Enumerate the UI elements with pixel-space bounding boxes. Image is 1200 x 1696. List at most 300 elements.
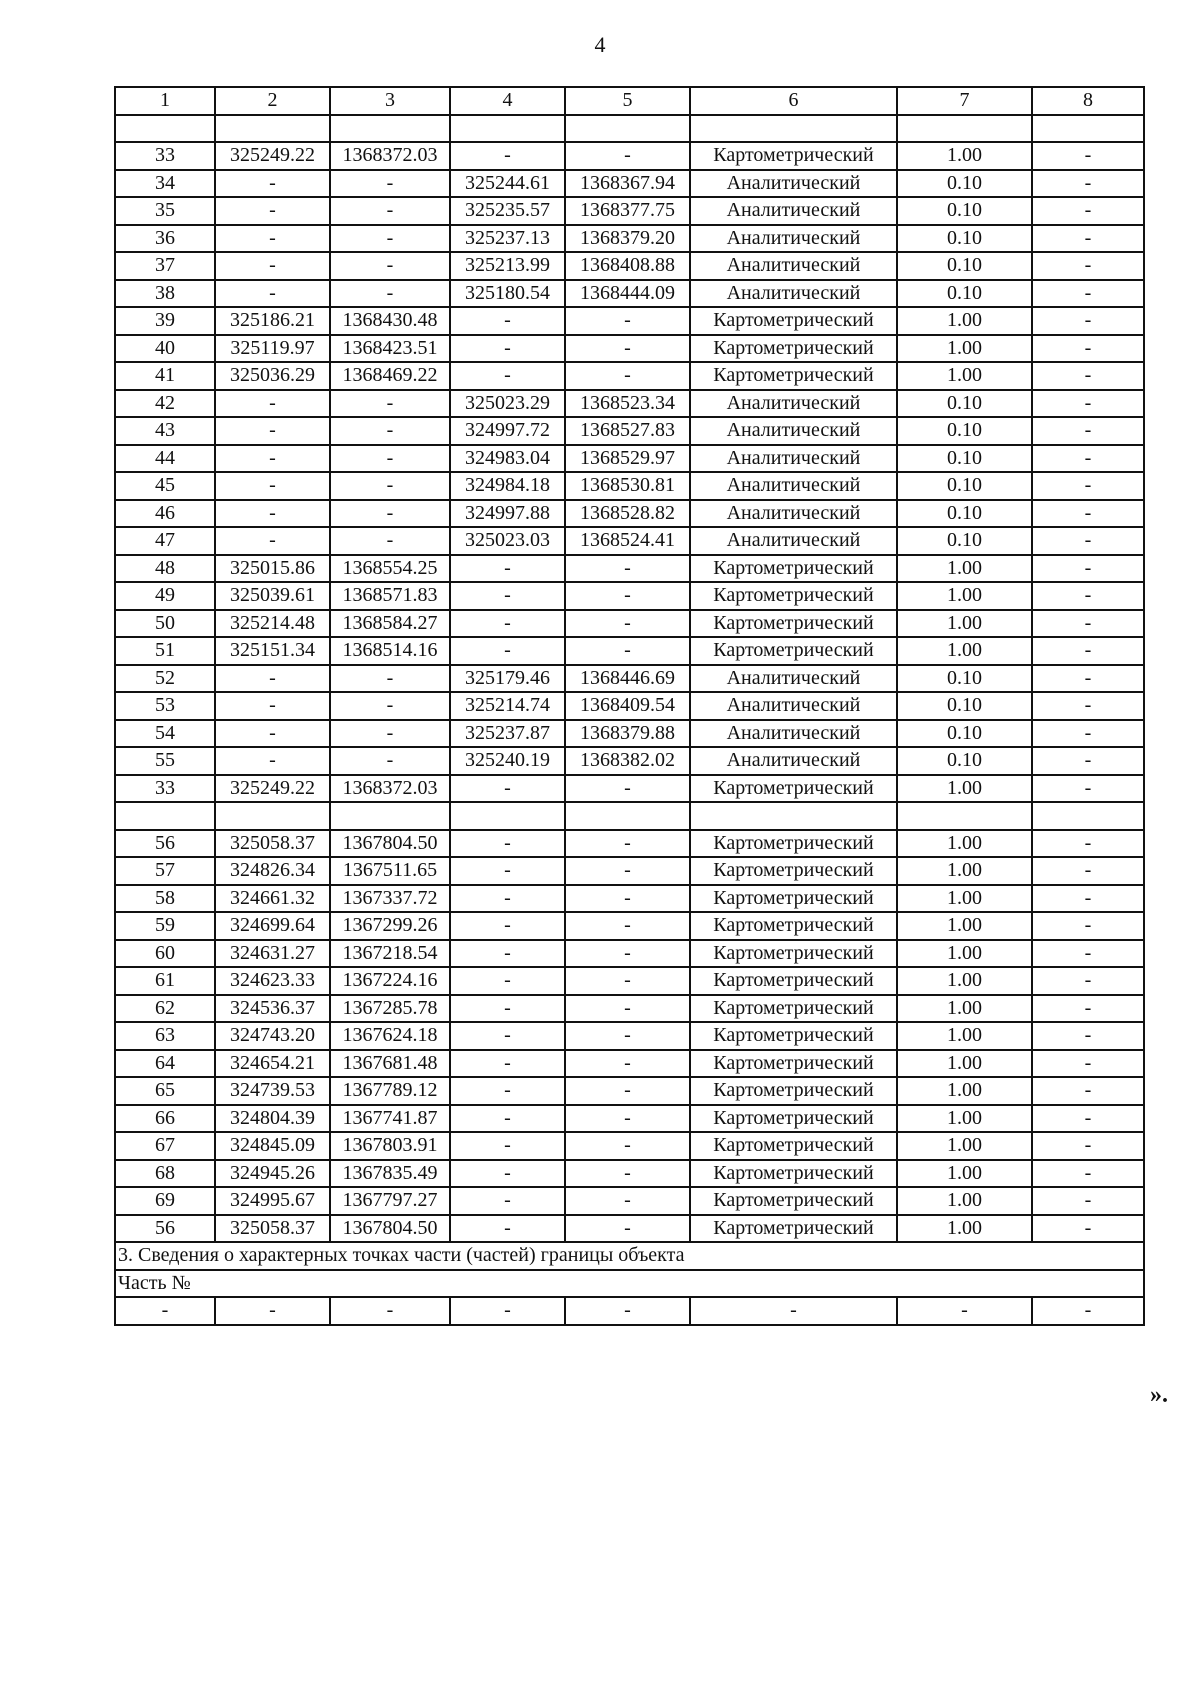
header-cell: 7 <box>897 87 1032 115</box>
table-cell: - <box>215 390 330 418</box>
table-cell: Аналитический <box>690 527 897 555</box>
table-cell: 324997.88 <box>450 500 565 528</box>
table-cell: 1.00 <box>897 1077 1032 1105</box>
table-cell: 1367797.27 <box>330 1187 450 1215</box>
table-cell: 1368554.25 <box>330 555 450 583</box>
table-cell: 65 <box>115 1077 215 1105</box>
table-cell: Картометрический <box>690 1187 897 1215</box>
table-cell: - <box>1032 142 1144 170</box>
table-cell: 1368469.22 <box>330 362 450 390</box>
table-cell: 1.00 <box>897 857 1032 885</box>
table-cell: 63 <box>115 1022 215 1050</box>
table-cell: 1368528.82 <box>565 500 690 528</box>
table-cell: - <box>565 940 690 968</box>
table-cell: 58 <box>115 885 215 913</box>
table-cell: 0.10 <box>897 225 1032 253</box>
table-cell: - <box>215 527 330 555</box>
table-cell: Картометрический <box>690 885 897 913</box>
table-cell: 1.00 <box>897 362 1032 390</box>
table-cell: 36 <box>115 225 215 253</box>
table-cell: - <box>1032 747 1144 775</box>
table-cell: 40 <box>115 335 215 363</box>
table-cell: 67 <box>115 1132 215 1160</box>
table-cell: 61 <box>115 967 215 995</box>
table-cell: 1368372.03 <box>330 775 450 803</box>
table-row <box>115 280 1144 308</box>
table-row <box>115 142 1144 170</box>
table-cell: Картометрический <box>690 307 897 335</box>
part-number-label: Часть № <box>115 1270 1144 1298</box>
table-cell: 324654.21 <box>215 1050 330 1078</box>
table-cell: - <box>450 857 565 885</box>
table-cell: 0.10 <box>897 665 1032 693</box>
table-cell: - <box>450 967 565 995</box>
table-cell: - <box>450 142 565 170</box>
table-cell: 1367624.18 <box>330 1022 450 1050</box>
table-cell: 1.00 <box>897 582 1032 610</box>
table-row <box>115 335 1144 363</box>
table-cell: 325058.37 <box>215 1215 330 1243</box>
table-cell: 324661.32 <box>215 885 330 913</box>
table-cell: 325023.29 <box>450 390 565 418</box>
table-row <box>115 582 1144 610</box>
header-cell: 8 <box>1032 87 1144 115</box>
table-cell: - <box>215 252 330 280</box>
table-cell: - <box>565 1077 690 1105</box>
table-cell: 1.00 <box>897 637 1032 665</box>
table-row <box>115 1160 1144 1188</box>
table-cell: 1368514.16 <box>330 637 450 665</box>
table-cell: Аналитический <box>690 417 897 445</box>
table-cell: Аналитический <box>690 692 897 720</box>
table-cell: - <box>330 500 450 528</box>
table-cell: 325214.48 <box>215 610 330 638</box>
table-cell: 1368377.75 <box>565 197 690 225</box>
table-cell: 0.10 <box>897 252 1032 280</box>
table-row <box>115 775 1144 803</box>
table-cell: 56 <box>115 1215 215 1243</box>
table-row <box>115 1132 1144 1160</box>
table-cell: 44 <box>115 445 215 473</box>
table-cell: 1368446.69 <box>565 665 690 693</box>
table-cell: Картометрический <box>690 362 897 390</box>
table-row <box>115 1215 1144 1243</box>
table-cell: - <box>565 1187 690 1215</box>
table-cell: 1368423.51 <box>330 335 450 363</box>
table-cell: 1368409.54 <box>565 692 690 720</box>
table-row <box>115 417 1144 445</box>
table-cell: 1367337.72 <box>330 885 450 913</box>
table-row <box>115 1022 1144 1050</box>
table-cell: - <box>1032 307 1144 335</box>
table-cell: 0.10 <box>897 390 1032 418</box>
table-cell: - <box>330 445 450 473</box>
table-cell: - <box>565 1297 690 1325</box>
table-cell: Аналитический <box>690 665 897 693</box>
table-cell: 62 <box>115 995 215 1023</box>
table-cell <box>450 115 565 143</box>
table-cell: - <box>215 225 330 253</box>
table-cell: - <box>1032 1132 1144 1160</box>
table-cell: 42 <box>115 390 215 418</box>
table-cell: 324945.26 <box>215 1160 330 1188</box>
table-cell: Аналитический <box>690 280 897 308</box>
table-cell: 1.00 <box>897 142 1032 170</box>
table-cell: Аналитический <box>690 170 897 198</box>
table-cell: - <box>450 830 565 858</box>
table-row <box>115 802 1144 830</box>
table-cell: 325036.29 <box>215 362 330 390</box>
table-cell: 1.00 <box>897 995 1032 1023</box>
table-cell: - <box>1032 637 1144 665</box>
table-cell <box>565 115 690 143</box>
table-cell: 1367511.65 <box>330 857 450 885</box>
table-cell: 47 <box>115 527 215 555</box>
table-cell: - <box>1032 390 1144 418</box>
table-cell: 1.00 <box>897 1215 1032 1243</box>
table-cell: Картометрический <box>690 967 897 995</box>
table-cell: - <box>1032 582 1144 610</box>
table-cell: 0.10 <box>897 280 1032 308</box>
table-cell: 0.10 <box>897 197 1032 225</box>
table-cell: 52 <box>115 665 215 693</box>
table-cell: - <box>330 527 450 555</box>
part-number-row <box>115 1270 1144 1298</box>
table-cell: 66 <box>115 1105 215 1133</box>
table-cell: - <box>1032 280 1144 308</box>
table-cell: 1.00 <box>897 912 1032 940</box>
table-cell: - <box>565 830 690 858</box>
table-cell: - <box>1032 445 1144 473</box>
table-cell: Картометрический <box>690 940 897 968</box>
table-cell: - <box>215 197 330 225</box>
table-cell: 324995.67 <box>215 1187 330 1215</box>
table-cell: - <box>1032 610 1144 638</box>
table-cell: - <box>1032 665 1144 693</box>
table-cell <box>115 115 215 143</box>
table-cell: 34 <box>115 170 215 198</box>
table-cell: 0.10 <box>897 472 1032 500</box>
table-cell: Аналитический <box>690 390 897 418</box>
table-cell: - <box>1032 527 1144 555</box>
table-cell: - <box>215 500 330 528</box>
table-cell: - <box>1032 967 1144 995</box>
table-cell: - <box>450 1187 565 1215</box>
table-cell: - <box>565 142 690 170</box>
table-cell: - <box>565 912 690 940</box>
table-cell: 324804.39 <box>215 1105 330 1133</box>
table-cell: 324997.72 <box>450 417 565 445</box>
table-cell: 56 <box>115 830 215 858</box>
table-row <box>115 857 1144 885</box>
table-cell: - <box>1032 417 1144 445</box>
table-cell: 1367741.87 <box>330 1105 450 1133</box>
table-cell: - <box>565 1132 690 1160</box>
table-cell: - <box>215 720 330 748</box>
table-cell: Картометрический <box>690 582 897 610</box>
table-cell: - <box>565 1215 690 1243</box>
table-cell: - <box>450 1160 565 1188</box>
table-cell: 1367218.54 <box>330 940 450 968</box>
table-cell: 49 <box>115 582 215 610</box>
table-cell: 0.10 <box>897 445 1032 473</box>
table-cell: 48 <box>115 555 215 583</box>
table-cell: - <box>1032 995 1144 1023</box>
table-cell: 1368523.34 <box>565 390 690 418</box>
table-row <box>115 692 1144 720</box>
table-cell: - <box>115 1297 215 1325</box>
table-cell <box>897 802 1032 830</box>
table-body <box>115 87 1144 1325</box>
table-cell <box>215 802 330 830</box>
table-cell: 1368584.27 <box>330 610 450 638</box>
table-cell: 325214.74 <box>450 692 565 720</box>
table-cell: 325213.99 <box>450 252 565 280</box>
table-cell: 1368379.88 <box>565 720 690 748</box>
table-cell: 325244.61 <box>450 170 565 198</box>
table-cell: 35 <box>115 197 215 225</box>
table-cell: 325119.97 <box>215 335 330 363</box>
table-cell: 324739.53 <box>215 1077 330 1105</box>
table-cell <box>897 115 1032 143</box>
table-cell: 68 <box>115 1160 215 1188</box>
table-row <box>115 665 1144 693</box>
table-cell: 324826.34 <box>215 857 330 885</box>
table-cell: 1.00 <box>897 1105 1032 1133</box>
table-cell: Аналитический <box>690 225 897 253</box>
table-cell: 325180.54 <box>450 280 565 308</box>
table-cell: 1368571.83 <box>330 582 450 610</box>
table-row <box>115 362 1144 390</box>
table-row <box>115 225 1144 253</box>
table-cell: 1.00 <box>897 830 1032 858</box>
table-cell: 1367299.26 <box>330 912 450 940</box>
table-cell: - <box>215 445 330 473</box>
table-cell: - <box>215 170 330 198</box>
table-cell: - <box>450 1077 565 1105</box>
table-cell: Картометрический <box>690 912 897 940</box>
table-cell: 1367835.49 <box>330 1160 450 1188</box>
table-row <box>115 555 1144 583</box>
table-cell: 1368382.02 <box>565 747 690 775</box>
table-cell: Картометрический <box>690 1215 897 1243</box>
table-cell: Аналитический <box>690 500 897 528</box>
table-cell: 0.10 <box>897 720 1032 748</box>
table-cell: - <box>450 1215 565 1243</box>
table-cell: - <box>1032 1215 1144 1243</box>
table-cell: - <box>1032 362 1144 390</box>
table-cell: 1.00 <box>897 1050 1032 1078</box>
table-cell: - <box>1032 170 1144 198</box>
table-row <box>115 610 1144 638</box>
table-cell: 1367804.50 <box>330 1215 450 1243</box>
table-cell: 325237.87 <box>450 720 565 748</box>
table-row <box>115 747 1144 775</box>
table-cell: 1.00 <box>897 775 1032 803</box>
table-cell: - <box>1032 1077 1144 1105</box>
table-cell: - <box>897 1297 1032 1325</box>
table-cell: 50 <box>115 610 215 638</box>
table-cell: - <box>215 417 330 445</box>
table-cell: - <box>565 1022 690 1050</box>
table-cell: - <box>450 610 565 638</box>
table-cell: 1368430.48 <box>330 307 450 335</box>
table-row <box>115 445 1144 473</box>
table-cell: - <box>330 1297 450 1325</box>
table-cell: - <box>215 747 330 775</box>
table-cell: 325237.13 <box>450 225 565 253</box>
table-cell: 1367804.50 <box>330 830 450 858</box>
table-cell: - <box>450 912 565 940</box>
table-cell: 325015.86 <box>215 555 330 583</box>
table-cell: - <box>1032 1105 1144 1133</box>
table-cell <box>115 802 215 830</box>
table-row <box>115 1297 1144 1325</box>
table-cell: 325023.03 <box>450 527 565 555</box>
table-cell: - <box>1032 830 1144 858</box>
table-cell: 59 <box>115 912 215 940</box>
table-cell: 33 <box>115 142 215 170</box>
table-cell: - <box>565 1160 690 1188</box>
table-cell: - <box>450 555 565 583</box>
table-cell: 1368527.83 <box>565 417 690 445</box>
table-cell: 324699.64 <box>215 912 330 940</box>
table-cell: 1.00 <box>897 335 1032 363</box>
table-cell: - <box>215 472 330 500</box>
table-cell: 1.00 <box>897 1022 1032 1050</box>
table-cell: - <box>330 197 450 225</box>
table-cell: 1.00 <box>897 1160 1032 1188</box>
table-cell: Картометрический <box>690 995 897 1023</box>
table-cell: - <box>565 335 690 363</box>
table-cell: - <box>330 472 450 500</box>
table-cell: 1368408.88 <box>565 252 690 280</box>
coordinates-table <box>114 86 1145 1326</box>
table-cell: - <box>1032 1022 1144 1050</box>
table-cell <box>215 115 330 143</box>
table-cell: 325249.22 <box>215 775 330 803</box>
table-cell: 1367224.16 <box>330 967 450 995</box>
table-cell: - <box>1032 335 1144 363</box>
table-cell: - <box>450 885 565 913</box>
table-row <box>115 912 1144 940</box>
table-cell: Картометрический <box>690 857 897 885</box>
table-cell: - <box>1032 500 1144 528</box>
table-cell: Картометрический <box>690 555 897 583</box>
table-cell: - <box>330 720 450 748</box>
table-cell: 37 <box>115 252 215 280</box>
table-cell: 1.00 <box>897 610 1032 638</box>
header-cell: 1 <box>115 87 215 115</box>
table-row <box>115 115 1144 143</box>
table-cell: - <box>565 555 690 583</box>
table-cell: - <box>1032 252 1144 280</box>
table-cell: - <box>565 775 690 803</box>
table-cell: 324743.20 <box>215 1022 330 1050</box>
table-cell: - <box>565 362 690 390</box>
table-cell: 64 <box>115 1050 215 1078</box>
table-cell: 0.10 <box>897 692 1032 720</box>
table-cell: 1.00 <box>897 1132 1032 1160</box>
table-cell: - <box>1032 1187 1144 1215</box>
table-cell: - <box>565 995 690 1023</box>
header-row <box>115 87 1144 115</box>
table-cell: 46 <box>115 500 215 528</box>
table-cell: 1.00 <box>897 307 1032 335</box>
table-cell: 325249.22 <box>215 142 330 170</box>
table-cell: - <box>565 1105 690 1133</box>
table-row <box>115 1050 1144 1078</box>
table-cell <box>1032 115 1144 143</box>
table-cell: Картометрический <box>690 1105 897 1133</box>
table-row <box>115 472 1144 500</box>
table-cell: - <box>450 940 565 968</box>
table-cell: 1368367.94 <box>565 170 690 198</box>
table-row <box>115 940 1144 968</box>
table-cell: Картометрический <box>690 830 897 858</box>
table-row <box>115 390 1144 418</box>
table-row <box>115 252 1144 280</box>
table-cell: 55 <box>115 747 215 775</box>
table-cell: - <box>450 307 565 335</box>
table-cell: - <box>215 692 330 720</box>
table-cell: - <box>450 1050 565 1078</box>
table-cell: - <box>215 665 330 693</box>
table-cell: 1.00 <box>897 555 1032 583</box>
table-cell: Картометрический <box>690 1132 897 1160</box>
table-cell: - <box>330 692 450 720</box>
table-cell: Аналитический <box>690 747 897 775</box>
table-cell: - <box>565 857 690 885</box>
table-cell: - <box>450 1022 565 1050</box>
table-cell: - <box>330 665 450 693</box>
table-cell: 324536.37 <box>215 995 330 1023</box>
table-cell: 325058.37 <box>215 830 330 858</box>
table-cell: 1368372.03 <box>330 142 450 170</box>
table-cell: 324983.04 <box>450 445 565 473</box>
section-title: 3. Сведения о характерных точках части (частей) границы объекта <box>115 1242 1144 1270</box>
table-cell <box>450 802 565 830</box>
header-cell: 5 <box>565 87 690 115</box>
table-cell: - <box>565 610 690 638</box>
table-cell: 51 <box>115 637 215 665</box>
table-cell: Аналитический <box>690 197 897 225</box>
table-cell: 33 <box>115 775 215 803</box>
table-cell: Картометрический <box>690 637 897 665</box>
table-cell: Картометрический <box>690 142 897 170</box>
table-cell: 1.00 <box>897 885 1032 913</box>
table-cell: - <box>450 362 565 390</box>
table-cell: - <box>565 967 690 995</box>
table-cell: 0.10 <box>897 747 1032 775</box>
table-cell: - <box>450 775 565 803</box>
table-cell: 41 <box>115 362 215 390</box>
table-cell: - <box>1032 912 1144 940</box>
table-cell: Картометрический <box>690 1050 897 1078</box>
table-cell: 1367681.48 <box>330 1050 450 1078</box>
table-cell: 57 <box>115 857 215 885</box>
table-cell: Аналитический <box>690 445 897 473</box>
header-cell: 6 <box>690 87 897 115</box>
table-row <box>115 197 1144 225</box>
table-cell <box>1032 802 1144 830</box>
table-cell: - <box>330 417 450 445</box>
table-cell: Аналитический <box>690 720 897 748</box>
table-cell: Картометрический <box>690 335 897 363</box>
table-cell: - <box>330 170 450 198</box>
table-row <box>115 830 1144 858</box>
table-cell: Картометрический <box>690 1077 897 1105</box>
